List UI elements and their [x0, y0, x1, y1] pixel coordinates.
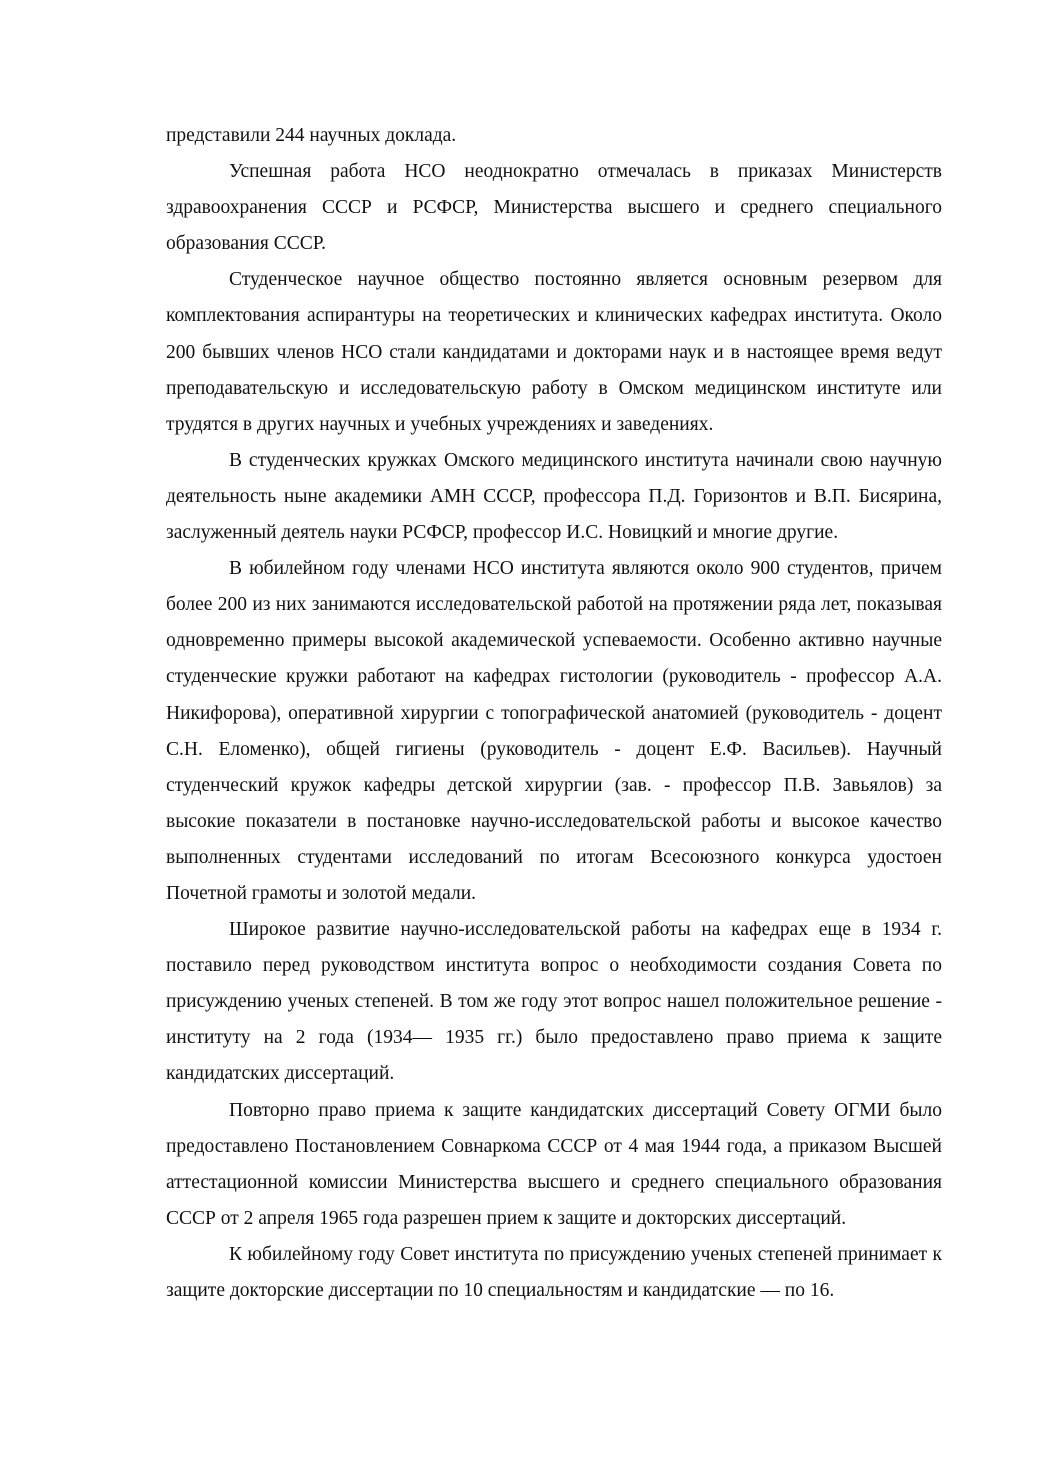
paragraph: В юбилейном году членами НСО института являются около 900 студентов, причем более 200 из них занимаются исследовательской работой на протяжении ряда лет, показывая одновременно примеры высокой академической успеваемости. Особенно активно научные студенческие кружки работают на кафедрах гистологии (руководитель - профессор А.А. Никифорова), оперативной хирургии с топографической анатомией (руководитель - доцент С.Н. Еломенко), общей гигиены (руководитель - доцент Е.Ф. Васильев). Научный студенческий кружок кафедры детской хирургии (зав. - профессор П.В. Завьялов) за высокие показатели в постановке научно-исследовательской работы и высокое качество выполненных студентами исследований по итогам Всесоюзного конкурса удостоен Почетной грамоты и золотой медали. [166, 558, 942, 904]
document-page [166, 118, 942, 1309]
paragraph: Успешная работа НСО неоднократно отмечалась в приказах Министерств здравоохранения СССР и РСФСР, Министерства высшего и среднего специального образования СССР. [166, 161, 942, 255]
paragraph: Студенческое научное общество постоянно является основным резервом для комплектования аспирантуры на теоретических и клинических кафедрах института. Около 200 бывших членов НСО стали кандидатами и докторами наук и в настоящее время ведут преподавательскую и исследовательскую работу в Омском медицинском институте или трудятся в других научных и учебных учреждениях и заведениях. [166, 269, 942, 435]
paragraph: Повторно право приема к защите кандидатских диссертаций Совету ОГМИ было предоставлено Постановлением Совнаркома СССР от 4 мая 1944 года, а приказом Высшей аттестационной комиссии Министерства высшего и среднего специального образования СССР от 2 апреля 1965 года разрешен прием к защите и докторских диссертаций. [166, 1099, 942, 1229]
paragraph-continued: представили 244 научных доклада. [166, 125, 457, 146]
paragraph: Широкое развитие научно-исследовательской работы на кафедрах еще в 1934 г. поставило перед руководством института вопрос о необходимости создания Совета по присуждению ученых степеней. В том же году этот вопрос нашел положительное решение - институту на 2 года (1934— 1935 гг.) было предоставлено право приема к защите кандидатских диссертаций. [166, 919, 942, 1085]
paragraph: В студенческих кружках Омского медицинского института начинали свою научную деятельность ныне академики АМН СССР, профессора П.Д. Горизонтов и В.П. Бисярина, заслуженный деятель науки РСФСР, профессор И.С. Новицкий и многие другие. [166, 449, 942, 544]
paragraph: К юбилейному году Совет института по присуждению ученых степеней принимает к защите докторские диссертации по 10 специальностям и кандидатские — по 16. [166, 1243, 942, 1301]
